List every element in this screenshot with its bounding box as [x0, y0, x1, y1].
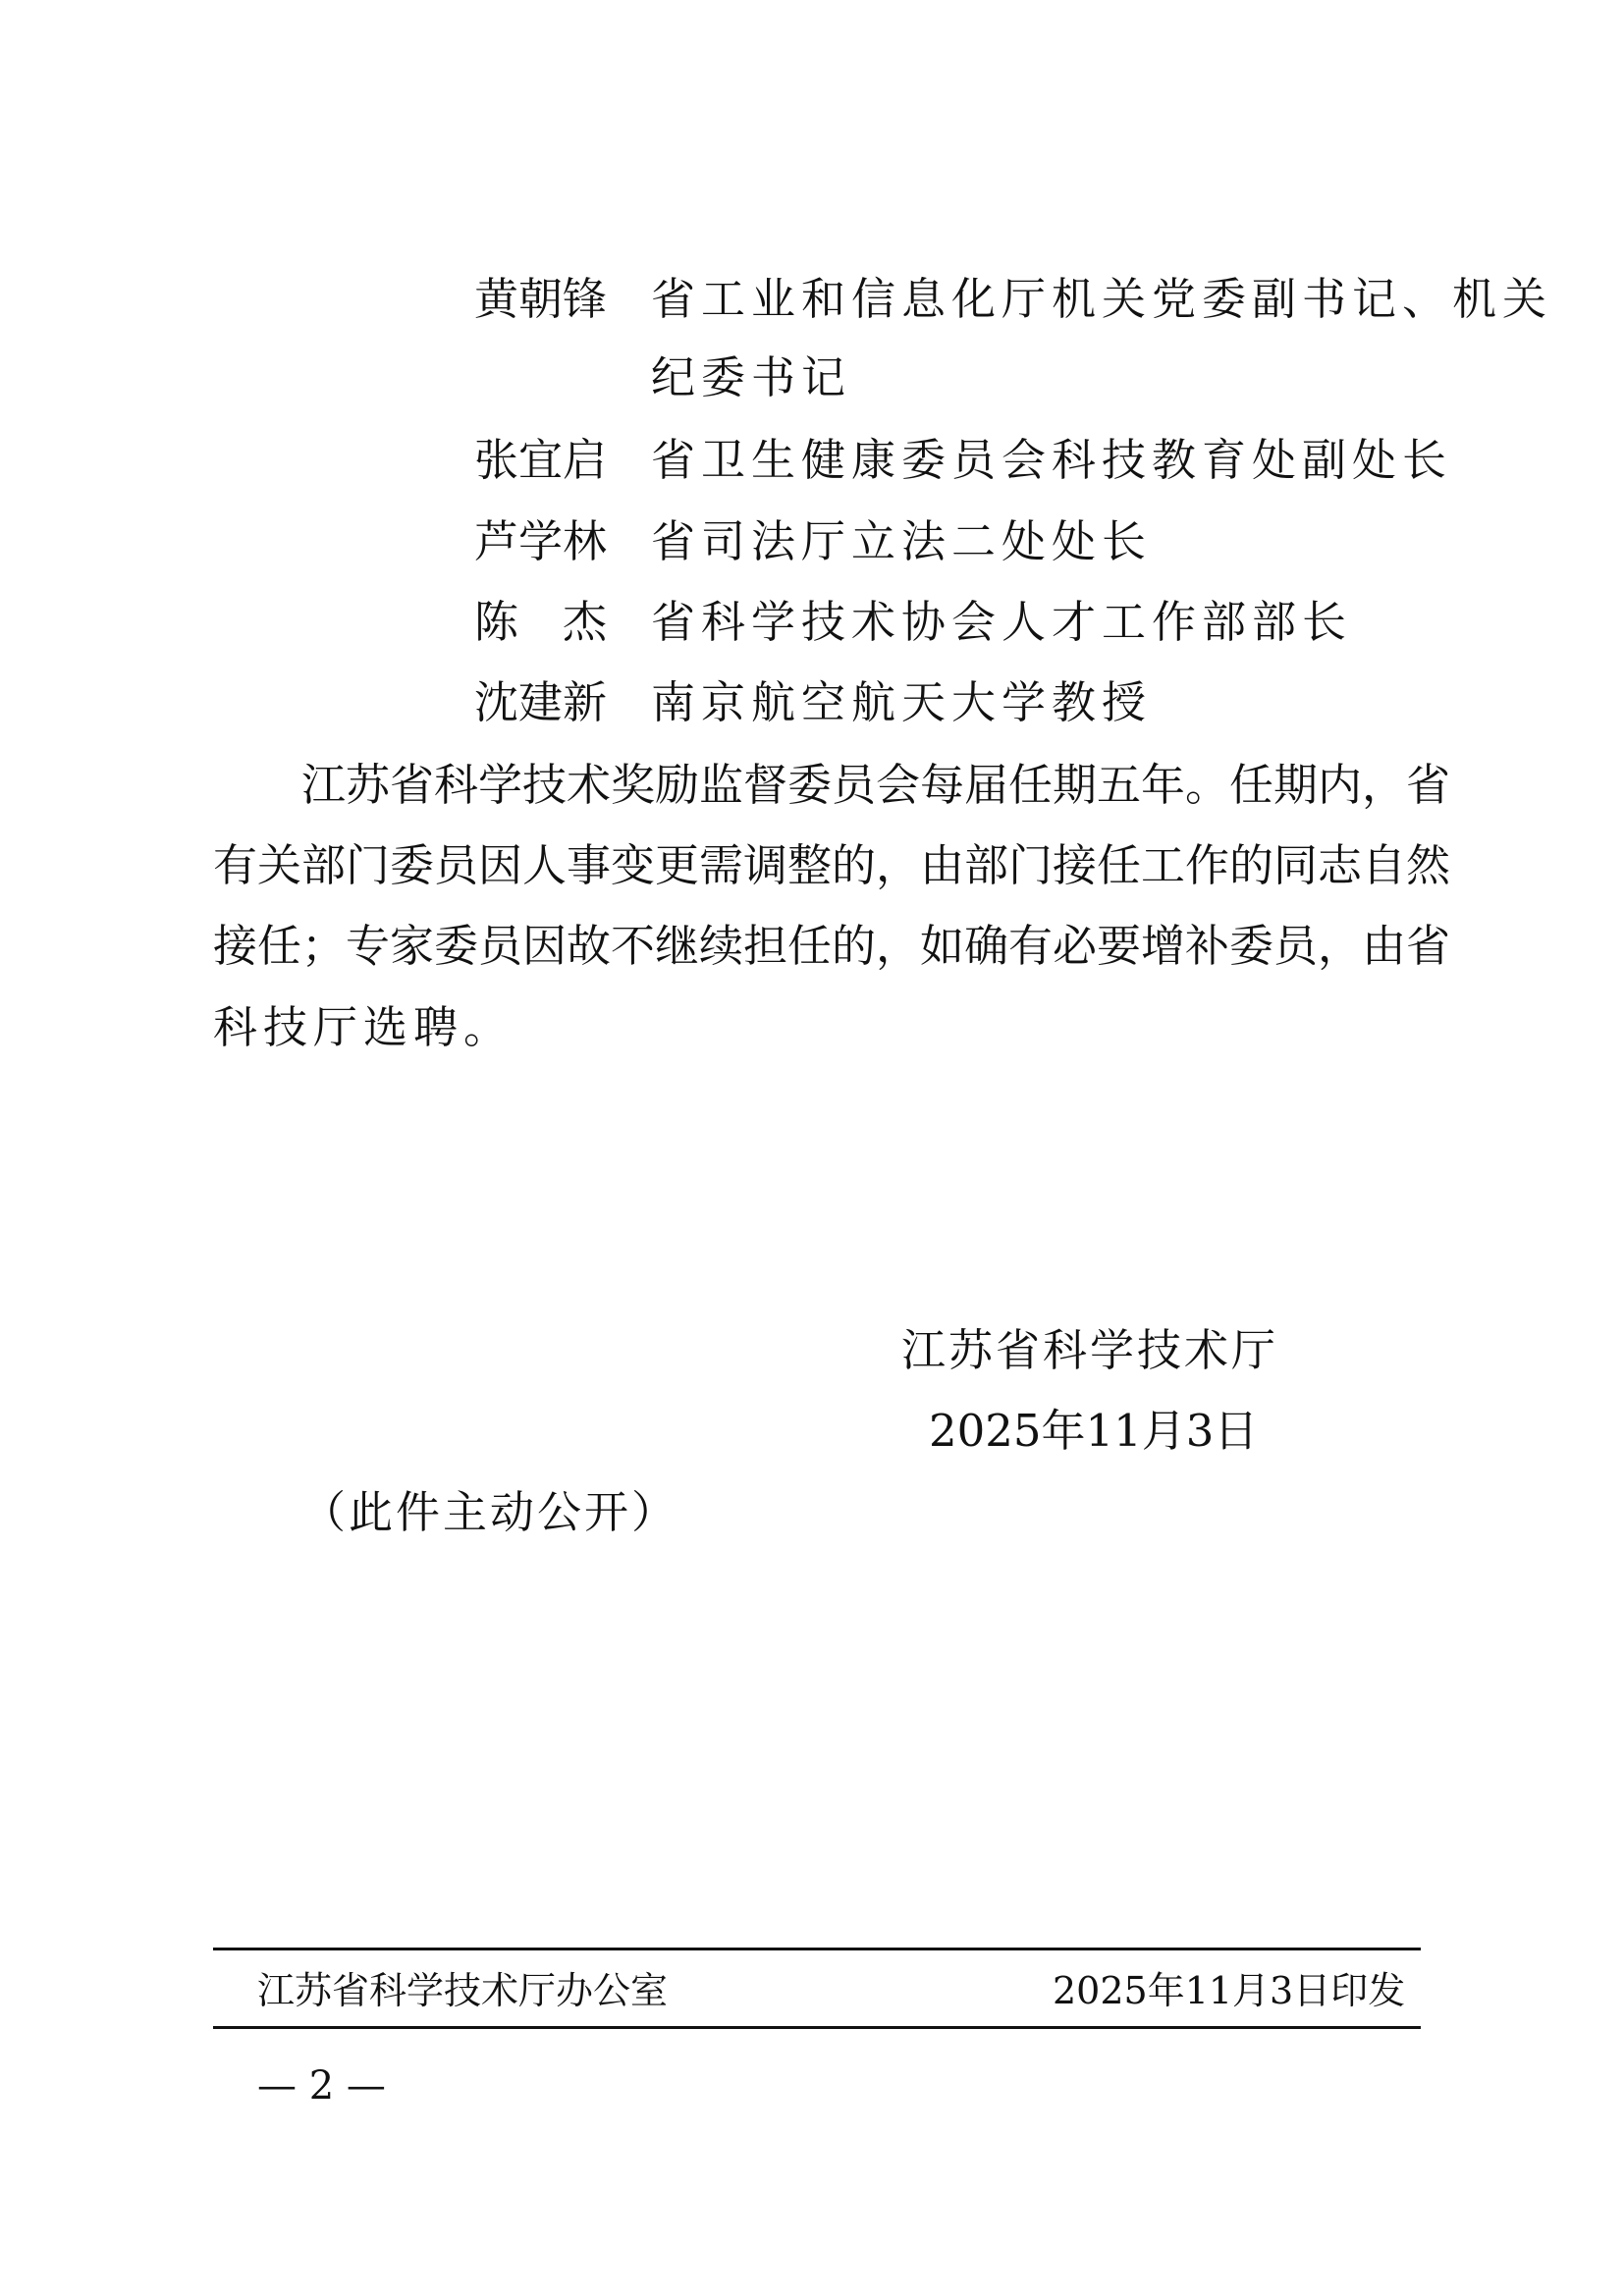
signature-date: 2025年11月3日 — [929, 1405, 1259, 1457]
member-title: 省司法厅立法二处处长 — [651, 515, 1153, 567]
member-name: 沈建新 — [474, 676, 608, 728]
member-name: 陈 杰 — [474, 596, 608, 648]
page-number: — 2 — — [257, 2063, 386, 2109]
member-title: 省工业和信息化厅机关党委副书记、机关 — [651, 273, 1553, 325]
member-name: 张宜启 — [474, 434, 608, 486]
paragraph-line: 江苏省科学技术奖励监督委员会每届任期五年。任期内，省 — [301, 759, 1451, 811]
paragraph-line: 接任；专家委员因故不继续担任的，如确有必要增补委员，由省 — [213, 920, 1451, 972]
member-title: 省科学技术协会人才工作部部长 — [651, 596, 1353, 648]
member-name: 芦学林 — [474, 515, 608, 567]
paragraph-line: 科技厅选聘。 — [213, 1001, 514, 1053]
footer-print-date: 2025年11月3日印发 — [1053, 1969, 1406, 2012]
paragraph-line: 有关部门委员因人事变更需调整的，由部门接任工作的同志自然 — [213, 839, 1451, 891]
disclosure-note: （此件主动公开） — [301, 1486, 679, 1538]
member-title: 省卫生健康委员会科技教育处副处长 — [651, 434, 1453, 486]
member-title: 南京航空航天大学教授 — [651, 676, 1153, 728]
signature-organization: 江苏省科学技术厅 — [901, 1324, 1279, 1376]
member-name: 黄朝锋 — [474, 273, 608, 325]
footer-bottom-rule — [213, 2026, 1421, 2029]
member-title-continuation: 纪委书记 — [651, 351, 852, 403]
footer-top-rule — [213, 1948, 1421, 1950]
footer-office: 江苏省科学技术厅办公室 — [257, 1969, 669, 2012]
